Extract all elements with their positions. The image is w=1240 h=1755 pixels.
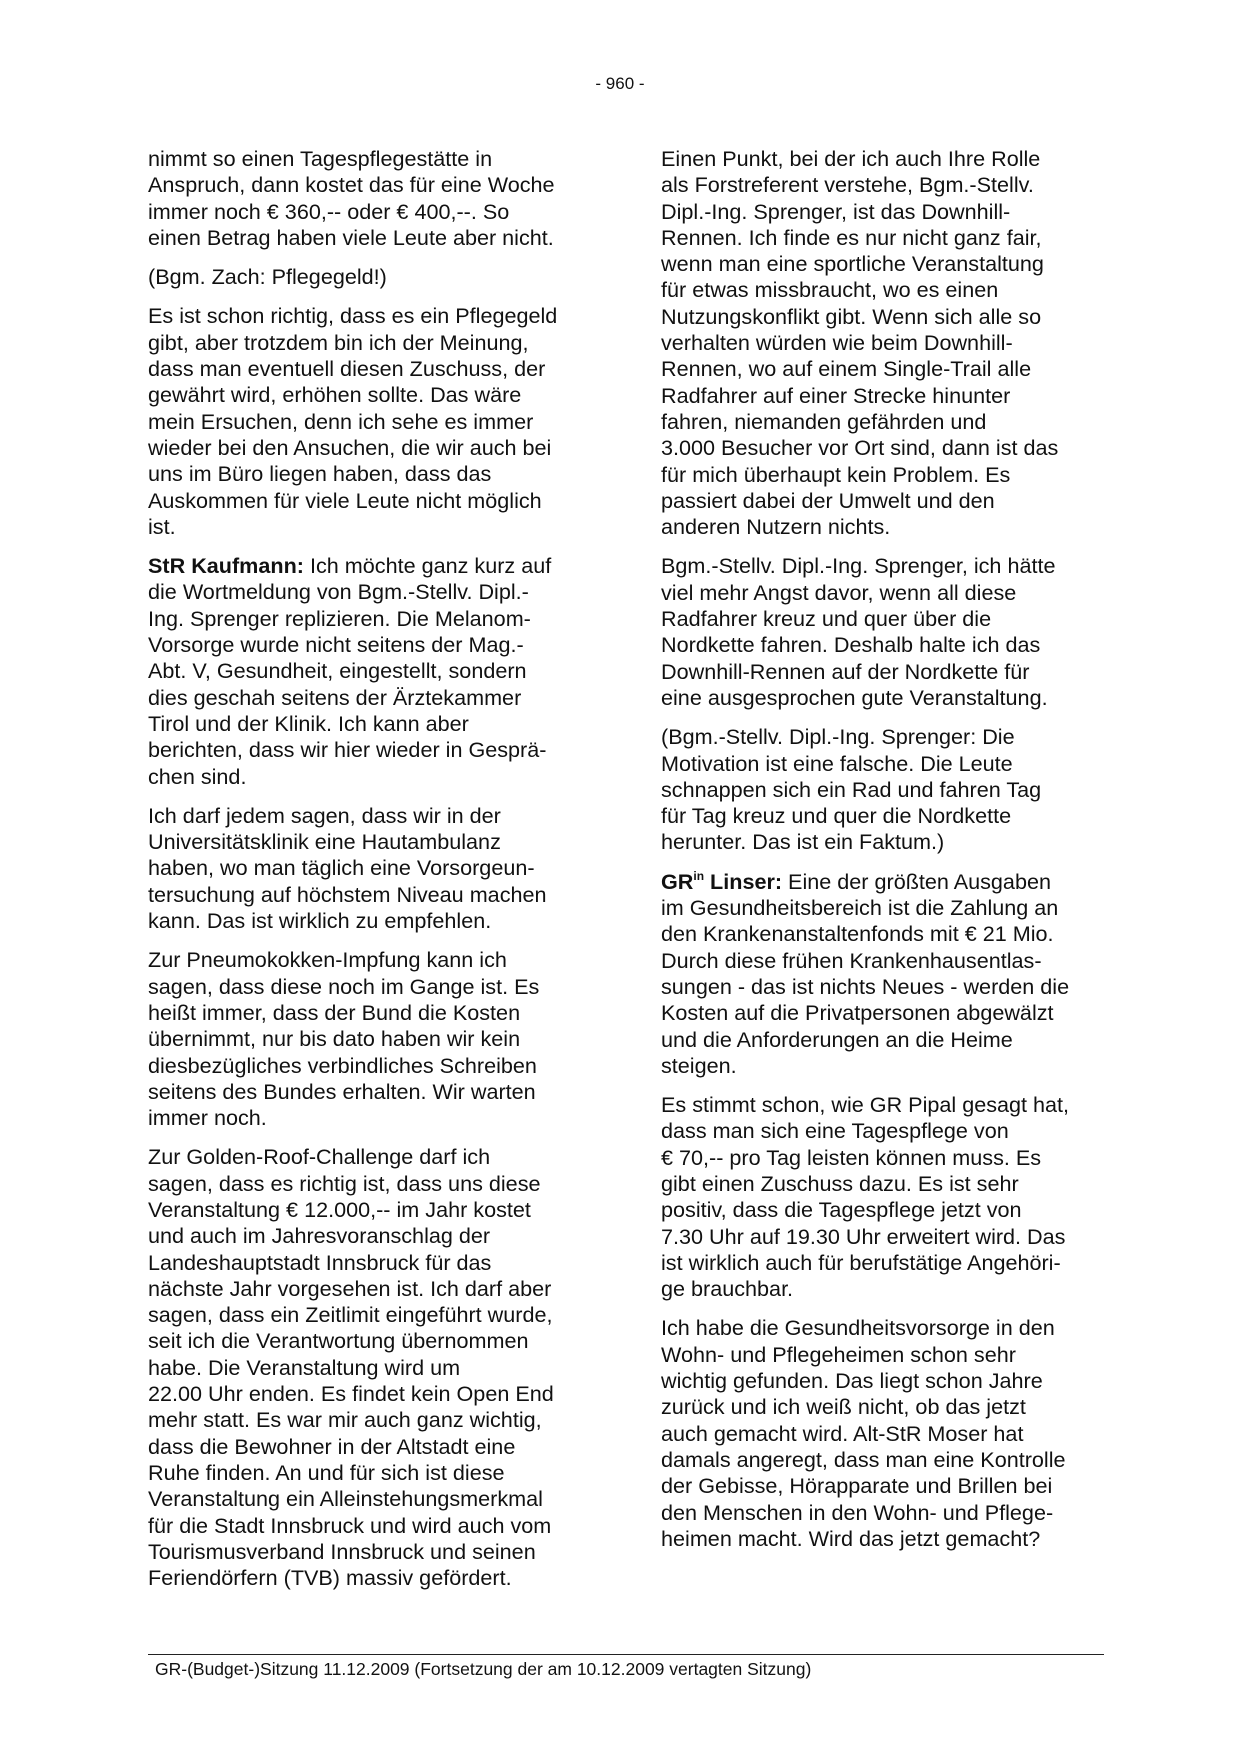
paragraph: Bgm.-Stellv. Dipl.-Ing. Sprenger, ich hätte viel mehr Angst davor, wenn all diese Radfahrer kreuz und quer über die Nordkette fahren. Deshalb halte ich das Downhill-Rennen auf der Nordkette für eine ausgesprochen gute Veranstaltung. bbox=[661, 553, 1056, 710]
paragraph: Ich habe die Gesundheitsvorsorge in den Wohn- und Pflegeheimen schon sehr wichtig gefunden. Das liegt schon Jahre zurück und ich weiß nicht, ob das jetzt auch gemacht wird. Alt-StR Moser hat damals angeregt, dass man eine Kontrolle der Gebisse, Hörapparate und Brillen bei den Menschen in den Wohn- und Pflege- heimen macht. Wird das jetzt gemacht? bbox=[661, 1315, 1066, 1551]
speech-text: Ich möchte ganz kurz auf die Wortmeldung von Bgm.-Stellv. Dipl.- Ing. Sprenger replizieren. Die Melanom- Vorsorge wurde nicht seitens der Mag.- Abt. V, Gesundheit, eingestellt, sondern dies geschah seitens der Ärztekammer Tirol und der Klinik. Ich kann aber berichten, dass wir hier wieder in Gesprä- chen sind. bbox=[148, 553, 552, 789]
left-column bbox=[148, 146, 598, 1604]
paragraph: Es ist schon richtig, dass es ein Pflegegeld gibt, aber trotzdem bin ich der Meinung, dass man eventuell diesen Zuschuss, der gewährt wird, erhöhen sollte. Das wäre mein Ersuchen, denn ich sehe es immer wieder bei den Ansuchen, die wir auch bei uns im Büro liegen haben, dass das Auskommen für viele Leute nicht möglich ist. bbox=[148, 303, 558, 539]
interjection: (Bgm.-Stellv. Dipl.-Ing. Sprenger: Die Motivation ist eine falsche. Die Leute schnappen sich ein Rad und fahren Tag für Tag kreuz und quer die Nordkette herunter. Das ist ein Faktum.) bbox=[661, 724, 1042, 855]
speaker-name: StR Kaufmann: bbox=[148, 553, 304, 579]
speaker-surname: Linser: bbox=[704, 868, 783, 894]
speaker-name bbox=[661, 869, 782, 894]
page-number: - 960 - bbox=[595, 74, 645, 93]
paragraph: Zur Pneumokokken-Impfung kann ich sagen, dass diese noch im Gange ist. Es heißt immer, dass der Bund die Kosten übernimmt, nur bis dato haben wir kein diesbezügliches verbindliches Schreiben seitens des Bundes erhalten. Wir warten immer noch. bbox=[148, 947, 540, 1131]
speaker-paragraph bbox=[148, 553, 598, 790]
paragraph: nimmt so einen Tagespflegestätte in Anspruch, dann kostet das für eine Woche immer noch € 360,-- oder € 400,--. So einen Betrag haben viele Leute aber nicht. bbox=[148, 146, 555, 250]
footer-divider bbox=[148, 1654, 1104, 1655]
speech-text: Eine der größten Ausgaben im Gesundheitsbereich ist die Zahlung an den Krankenanstaltenfonds mit € 21 Mio. Durch diese frühen Krankenhausentlas- sungen - das ist nichts Neues - werden die Kosten auf die Privatpersonen abgewälzt und die Anforderungen an die Heime steigen. bbox=[661, 868, 1070, 1078]
paragraph: Es stimmt schon, wie GR Pipal gesagt hat, dass man sich eine Tagespflege von € 70,-- pro Tag leisten können muss. Es gibt einen Zuschuss dazu. Es ist sehr positiv, dass die Tagespflege jetzt von 7.30 Uhr auf 19.30 Uhr erweitert wird. Das ist wirklich auch für berufstätige Angehöri- ge brauchbar. bbox=[661, 1092, 1070, 1302]
paragraph: Einen Punkt, bei der ich auch Ihre Rolle als Forstreferent verstehe, Bgm.-Stellv. Dipl.-Ing. Sprenger, ist das Downhill- Rennen. Ich finde es nur nicht ganz fair, wenn man eine sportliche Veranstaltung für etwas missbraucht, wo es einen Nutzungskonflikt gibt. Wenn sich alle so verhalten würden wie beim Downhill- Rennen, wo auf einem Single-Trail alle Radfahrer auf einer Strecke hinunter fahren, niemanden gefährden und 3.000 Besucher vor Ort sind, dann ist das für mich überhaupt kein Problem. Es passiert dabei der Umwelt und den anderen Nutzern nichts. bbox=[661, 146, 1059, 540]
speaker-title: GR bbox=[661, 868, 694, 894]
paragraph: Zur Golden-Roof-Challenge darf ich sagen, dass es richtig ist, dass uns diese Veranstaltung € 12.000,-- im Jahr kostet und auch im Jahresvoranschlag der Landeshauptstadt Innsbruck für das nächste Jahr vorgesehen ist. Ich darf aber sagen, dass ein Zeitlimit eingeführt wurde, seit ich die Verantwortung übernommen habe. Die Veranstaltung wird um 22.00 Uhr enden. Es findet kein Open End mehr statt. Es war mir auch ganz wichtig, dass die Bewohner in der Altstadt eine Ruhe finden. An und für sich ist diese Veranstaltung ein Alleinstehungsmerkmal für die Stadt Innsbruck und wird auch vom Tourismusverband Innsbruck und seinen Feriendörfern (TVB) massiv gefördert. bbox=[148, 1144, 554, 1591]
speaker-paragraph bbox=[661, 869, 1111, 1079]
right-column bbox=[661, 146, 1111, 1565]
interjection: (Bgm. Zach: Pflegegeld!) bbox=[148, 264, 387, 290]
footer-text: GR-(Budget-)Sitzung 11.12.2009 (Fortsetzung der am 10.12.2009 vertagten Sitzung) bbox=[155, 1659, 812, 1679]
paragraph: Ich darf jedem sagen, dass wir in der Universitätsklinik eine Hautambulanz haben, wo man täglich eine Vorsorgeun- tersuchung auf höchstem Niveau machen kann. Das ist wirklich zu empfehlen. bbox=[148, 802, 547, 934]
speaker-title-superscript: in bbox=[693, 868, 705, 883]
